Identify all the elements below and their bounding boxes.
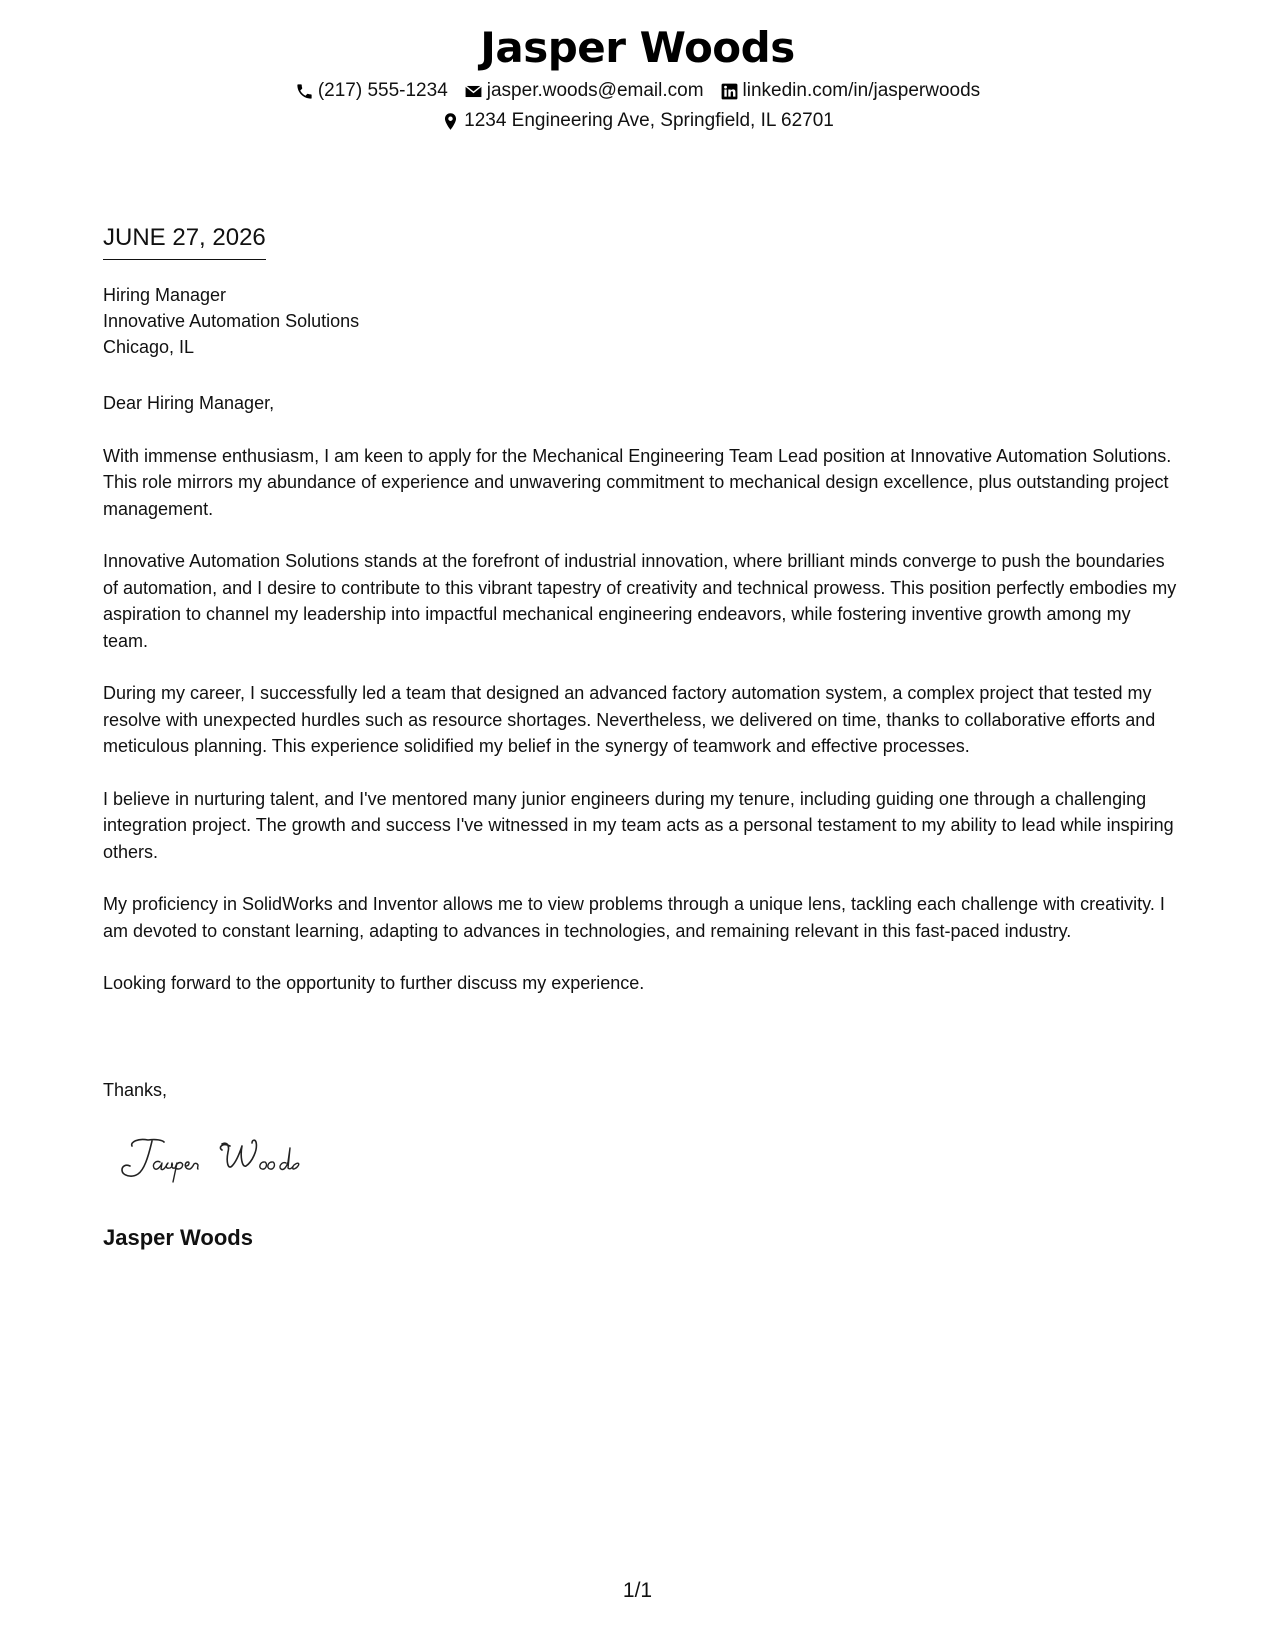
recipient-location: Chicago, IL (103, 337, 195, 357)
contact-row (0, 76, 1275, 106)
salutation: Dear Hiring Manager, (103, 393, 275, 413)
address-contact (441, 106, 834, 136)
body-paragraph: I believe in nurturing talent, and I've mentored many junior engineers during my tenure, including guiding one through a challenging integration project. The growth and success I've witnessed in my team acts as a personal testament to my ability to lead while inspiring others. (103, 788, 1174, 862)
email-contact[interactable] (464, 76, 704, 106)
body-paragraph: Looking forward to the opportunity to further discuss my experience. (103, 973, 645, 993)
recipient-block (103, 282, 359, 360)
envelope-icon (464, 82, 483, 101)
linkedin-text[interactable]: linkedin.com/in/jasperwoods (742, 80, 981, 101)
handwritten-signature (118, 1130, 348, 1190)
map-pin-icon (441, 112, 460, 131)
body-paragraph: Innovative Automation Solutions stands at the forefront of industrial innovation, where brilliant minds converge to push the boundaries of automation, and I desire to contribute to this vibrant tapestry of creativity and technical prowess. This position perfectly embodies my aspiration to channel my leadership into impactful mechanical engineering endeavors, while fostering inventive growth among my team. (103, 551, 1177, 651)
linkedin-icon (720, 82, 739, 101)
linkedin-contact[interactable] (720, 76, 981, 106)
email-text[interactable]: jasper.woods@email.com (486, 80, 704, 101)
letter-body (103, 390, 1178, 1023)
phone-text: (217) 555-1234 (317, 80, 448, 101)
sender-name: Jasper Woods (480, 23, 795, 72)
page-number: 1/1 (622, 1579, 653, 1602)
letter-header (0, 22, 1275, 136)
phone-icon (295, 82, 314, 101)
phone-contact (295, 76, 448, 106)
address-row (0, 106, 1275, 136)
date-block (103, 222, 266, 260)
body-paragraph: During my career, I successfully led a team that designed an advanced factory automation system, a complex project that tested my resolve with unexpected hurdles such as resource shortages. Nevertheless, we delivered on time, thanks to collaborative efforts and meticulous planning. This experience solidified my belief in the synergy of teamwork and effective processes. (103, 683, 1156, 756)
recipient-title: Hiring Manager (103, 285, 227, 305)
letter-date: JUNE 27, 2026 (103, 222, 266, 260)
body-paragraph: My proficiency in SolidWorks and Inventor allows me to view problems through a unique lens, tackling each challenge with creativity. I am devoted to constant learning, adapting to advances in technologies, and remaining relevant in this fast-paced industry. (103, 894, 1165, 941)
address-text: 1234 Engineering Ave, Springfield, IL 62701 (464, 110, 834, 131)
recipient-company: Innovative Automation Solutions (103, 311, 360, 331)
closing: Thanks, (103, 1080, 168, 1100)
body-paragraph: With immense enthusiasm, I am keen to apply for the Mechanical Engineering Team Lead position at Innovative Automation Solutions. This role mirrors my abundance of experience and unwavering commitment to mechanical design excellence, plus outstanding project management. (103, 445, 1172, 519)
signed-name: Jasper Woods (103, 1225, 253, 1250)
